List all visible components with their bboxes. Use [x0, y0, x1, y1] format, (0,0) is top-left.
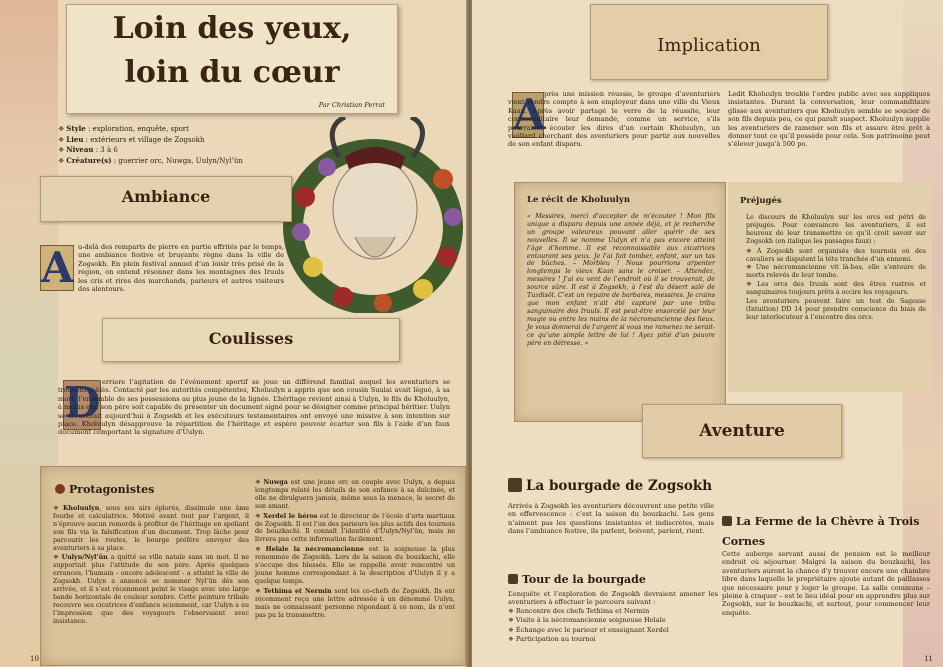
goat-wreath-illustration [283, 117, 468, 313]
diamond-icon: ❖ [58, 156, 65, 165]
list-item: ❖ À Zogsokh sont organisés des tournois où des cavaliers se disputent la tête tranchée d’un ennemi. [746, 247, 926, 263]
adventure-meta [58, 124, 288, 166]
aventure-heading: Aventure [699, 421, 785, 441]
diamond-icon: ❖ [746, 247, 755, 255]
ambiance-text: u-delà des remparts de pierre en partie effrités par le temps, une ambiance festive et bruyante règne dans la ville de Zogsokh. En plein festival annuel d’un loisir très prisé de la région, on entend résonner dans les montagnes des Iruuls les cris et rires des marchands, parieurs et autres visiteurs des alentours. [78, 243, 284, 294]
aventure-banner [642, 404, 842, 458]
meta-creatures: ❖ Créature(s) : guerrier orc, Nuwga, Uulyn/Nyl’ün [58, 155, 243, 165]
knot-icon [508, 478, 522, 492]
ambiance-heading: Ambiance [121, 187, 211, 206]
prejuges-heading: Préjugés [740, 196, 782, 206]
dropcap-a: A [513, 90, 546, 139]
tour-intro: L’enquête et l’exploration de Zogsokh devraient amener les aventuriers à effectuer le parcours suivant : [508, 590, 718, 607]
prejuges-box [728, 182, 932, 392]
diamond-icon: ❖ [58, 146, 65, 154]
title-paper [66, 4, 398, 114]
page-title-line1: Loin des yeux, [112, 11, 352, 46]
protagonist-entry: ❖ Kholuulyn, sous ses airs éplorés, dissimule une âme fourbe et calculatrice. Motivé avant tout par l’argent, il n’éprouve aucun remords à profiter de l’héritage en spoliant son fils via la falsification d’un document. Trop lâche pour parcourir les routes, le bourge préfère envoyer des aventuriers à sa place. [53, 505, 249, 552]
diamond-icon: ❖ [255, 512, 262, 520]
bourgade-heading: La bourgade de Zogsokh [526, 478, 713, 494]
protagonistes-heading: Protagonistes [69, 483, 155, 496]
diamond-icon: ❖ [746, 281, 756, 289]
tour-list [508, 607, 718, 644]
list-item: ❖ Visite à la nécromancienne soigneuse Helale [508, 616, 666, 625]
page-number-right: 11 [924, 655, 933, 663]
bourgade-text: Arrivés à Zogsokh les aventuriers découvrent une petite ville en effervescence : c’est la saison du bouzkachi. Les gens n’aiment pas les questions insistantes et indiscrètes, mais dans l’ambiance festive, ils parlent, boivent, parient, rient. [508, 502, 714, 536]
diamond-icon: ❖ [53, 554, 60, 562]
dropcap-d: D [63, 380, 101, 430]
meta-style: ❖ Style : exploration, enquête, sport [58, 124, 189, 133]
left-page [0, 0, 468, 667]
page-number-left: 10 [30, 655, 39, 663]
ferme-text: Cette auberge servant aussi de pension est le meilleur endroit où séjourner. Malgré la saison du bouzkachi, les aventuriers auront la chance d’y trouver encore une chambre libre dans laquelle le propriétaire ajoute autant de paillasses que nécessaire pour y loger le groupe. La salle commune – pleine à craquer – est le lieu idéal pour en apprendre plus sur Zogsokh, sur le bouzkachi, et surtout, pour commencer leur enquête. [722, 550, 930, 617]
diamond-icon: ❖ [508, 635, 514, 644]
mask-icon [55, 484, 65, 494]
protagonist-entry: ❖ Helale la nécromancienne est la soigneuse la plus renommée de Zogsokh. Lors de la saison du bouzkachi, elle s’occupe des blessés. Elle se rappelle avoir rencontré un jeune homme correspondant à la description d’Uulyn il y a quelque temps. [255, 546, 455, 585]
knot-icon [722, 516, 732, 526]
diamond-icon: ❖ [58, 135, 65, 144]
implication-text-col1: près une mission réussie, le groupe d’aventuriers vient rendre compte à son employeur dans une ville du Vieux Kaan. Après avoir partagé le verre de la réussite, leur commanditaire leur demande, comme un service, s’ils pourraient écouter les dires d’un certain Kholuulyn, un vieillard cherchant des aventuriers pour partir aux nouvelles de son enfant disparu. [508, 90, 720, 149]
diamond-icon: ❖ [255, 587, 262, 595]
dropcap-a: A [41, 243, 74, 292]
coulisses-text: erriere l’agitation de l’événement sportif se joue un différend familial auquel les aventuriers se trouvent mêlés. Contacté par les autorités compétentes, Kholuulyn a appris que son cousin Suulai avait légué, à sa mort, l’ensemble de ses possessions au plus jeune de la lignée. L’héritage revient ainsi à Uulyn, le fils de Kholuulyn, à moins que son père soit capable de présenter un document signé pour se désigner comme principal héritier. Uulyn se trouverait aujourd’hui à Zogsokh et les exécuteurs testamentaires ont envoyé une missive à son intention sur place. Kholuulyn désapprouve la répartition de l’héritage et espère pouvoir écarter son fils à l’aide d’un faux document comportant la signature d’Uulyn. [58, 378, 450, 437]
tour-title-row [508, 568, 718, 587]
prejuges-intro: Le discours de Kholuulyn sur les orcs est pétri de préjugés. Pour convaincre les aventuriers, il est heureux de leur transmettre ce qu’il croit savoir sur Zogsokh (en italique les passages faux) : [746, 214, 926, 245]
prejuges-list [746, 248, 926, 297]
diamond-icon: ❖ [508, 625, 514, 634]
recit-box [514, 182, 726, 422]
protagonistes-col-1 [53, 505, 249, 628]
author-credit: Par Christian Perrat [318, 101, 385, 109]
bourgade-title-row [508, 475, 768, 494]
list-item: ❖ Échange avec le parieur et enseignant Xerdel [508, 625, 669, 634]
protagonist-entry: ❖ Xerdel le héros est le directeur de l’école d’arts martiaux de Zogsokh. Il est l’un des parieurs les plus actifs des tournois de bouzkachi. Il connaît l’identité d’Uulyn/Nyl’ün, mais ne livrera pas cette information facilement. [255, 512, 455, 544]
prejuges-body [746, 214, 926, 324]
protagonist-entry: ❖ Uulyn/Nyl’ün a quitté sa ville natale sans un mot. Il ne supportait plus l’attitude de son père. Après quelques errances, l’humain - encore adolescent - a atteint la ville de Zogsokh. Uulyn a annoncé se nommer Nyl’ün dès son arrivée, et il s’est récemment peint le visage avec une large bande horizontale de couleur sombre. Cette peinture tribale recouvre ses cicatrices d’enfance sciemment, car Uulyn a eu l’impression que des voyageurs l’observaient avec insistance. [53, 554, 249, 625]
meta-lieu: ❖ Lieu : extérieurs et village de Zogsokh [58, 134, 205, 144]
knot-icon [508, 574, 518, 584]
diamond-icon: ❖ [53, 505, 61, 512]
diamond-icon: ❖ [58, 125, 65, 133]
recit-text: « Messires, merci d’accepter de m’écouter ! Mon fils unique a disparu depuis une année déjà, et je recherche un groupe valeureux pouvant aller quérir de ses nouvelles. Il se nomme Uulyn et n’a pas encore atteint l’âge d’homme. Il est reconnaissable aux cicatrices entourant ses yeux. Je l’ai fait tomber, enfant, sur un tas de bûches. – Morbleu ! Nous pourrions arpenter longtemps le vieux Kaan sans le croiser. – Attendez, messires ! J’ai eu vent de l’endroit où il se trouverait, de source sûre. Il est à Zogsokh, à l’est du désert salé de Tuzdisöl. C’est un repaire de barbares, messires. Je crains que mon enfant n’ait été capturé par une tribu sanguinaire des Iruuls. Il est peut-être ensorcelé par leur magie ou entre les mains de la nécromancienne des lieux. Je vous donnerai de l’argent si vous me ramenez ne serait-ce qu’une simple lettre de lui ! Ayez pitié d’un pauvre père en détresse. » [527, 213, 715, 347]
ambiance-banner [40, 176, 292, 222]
diamond-icon: ❖ [255, 479, 262, 486]
page-title-line2: loin du cœur [124, 55, 340, 90]
diamond-icon: ❖ [746, 264, 754, 272]
diamond-icon: ❖ [508, 606, 514, 615]
meta-niveau: ❖ Niveau : 3 à 6 [58, 145, 118, 154]
coulisses-heading: Coulisses [208, 329, 294, 348]
protagonistes-col-2 [255, 479, 455, 621]
protagonist-entry: ❖ Nuwga est une jeune orc en couple avec Uulyn, a depuis longtemps relaté les détails de son enfance à sa dulcinée, et elle ne divulguera jamais, même sous la menace, le secret de son amant. [255, 479, 455, 510]
coulisses-banner [102, 318, 400, 362]
prejuges-outro: Les aventuriers peuvent faire un test de Sagesse (Intuition) DD 14 pour prendre conscience du biais de leur interlocuteur à l’encontre des orcs. [746, 298, 926, 321]
tour-body [508, 590, 718, 644]
tour-heading: Tour de la bourgade [522, 573, 646, 586]
implication-banner [590, 4, 828, 80]
implication-heading: Implication [657, 35, 761, 56]
right-page [472, 0, 943, 667]
implication-text-col2: Ledit Kholuulyn trouble l’ordre public avec ses suppliques insistantes. Durant la conversation, leur commanditaire glisse aux aventuriers que Kholuulyn semble se soucier de son fils depuis peu, ce qui paraît suspect. Kholuulyn supplie les aventuriers de ramener son fils et assure être prêt à donner tout ce qu’il possède pour cela. Son patrimoine peut s’élever jusqu’à 500 po. [728, 90, 930, 149]
protagonist-entry: ❖ Tethima et Nermin sont les co-chefs de Zogsokh. Ils ont récemment reçu une lettre adressée à un dénommé Uulyn, mais ne connaissant personne répondant à ce nom, ils n’ont pas pu la transmettre. [255, 587, 455, 619]
diamond-icon: ❖ [508, 616, 514, 625]
ferme-title-row [722, 510, 922, 550]
recit-heading: Le récit de Kholuulyn [527, 195, 631, 205]
diamond-icon: ❖ [255, 546, 264, 554]
protagonistes-title-row [55, 483, 154, 496]
list-item: ❖ Une nécromancienne vit là-bas, elle s’entoure de morts relevés de leur tombe. [746, 264, 926, 280]
protagonistes-box [40, 466, 466, 666]
list-item: ❖ Participation au tournoi [508, 635, 596, 644]
ferme-heading: La Ferme de la Chèvre à Trois Cornes [722, 515, 920, 548]
list-item: ❖ Rencontre des chefs Tethima et Nermin [508, 606, 650, 615]
list-item: ❖ Les orcs des Iruuls sont des êtres rustres et sanguinaires toujours prêts à occire les voyageurs. [746, 281, 926, 297]
